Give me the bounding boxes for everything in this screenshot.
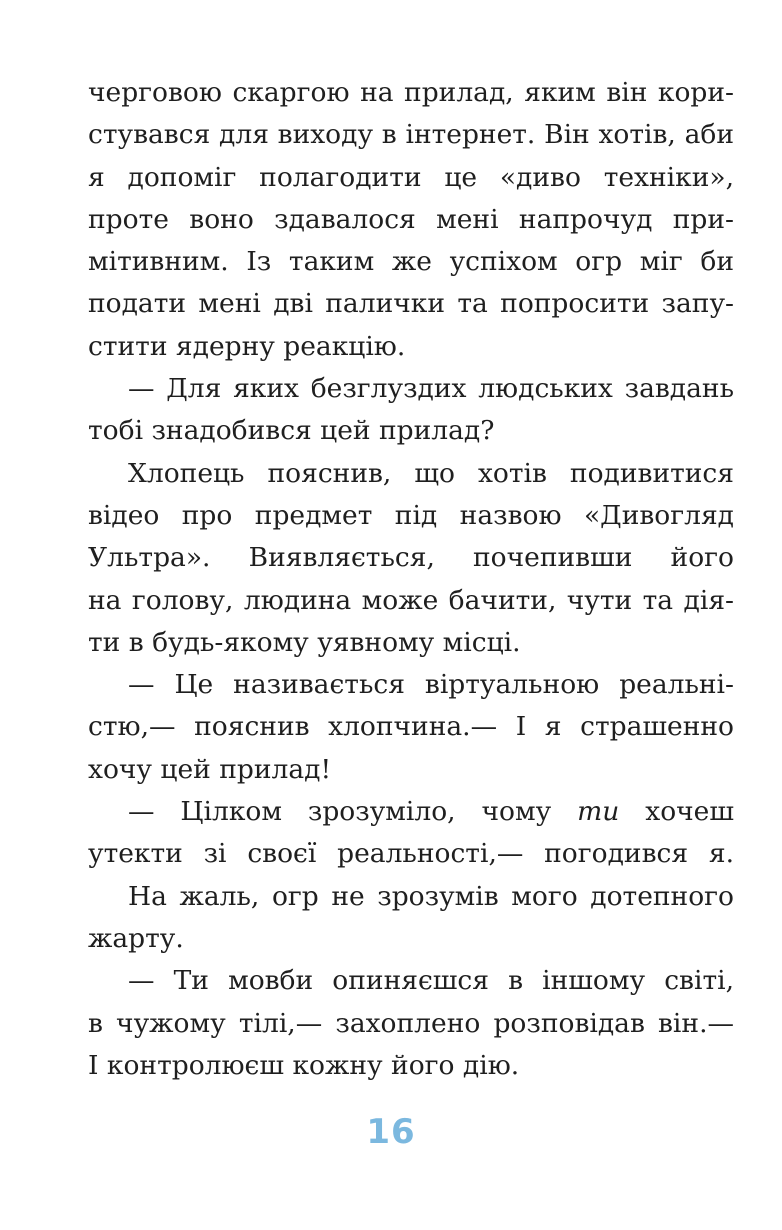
text-line: стю,— пояснив хлопчина.— І я страшенно (88, 711, 734, 743)
text-line: ти в будь-якому уявному місці. (88, 626, 521, 658)
text-line: На жаль, огр не зрозумів мого дотепного (128, 880, 734, 912)
text-line: Ультра». Виявляється, почепивши його (88, 542, 734, 574)
text-line: стити ядерну реакцію. (88, 330, 406, 362)
text-line: мітивним. Із таким же успіхом огр міг би (88, 246, 734, 278)
text-line: жарту. (88, 922, 184, 954)
body-text (88, 72, 734, 1087)
text-line: відео про предмет під назвою «Дивогляд (88, 499, 734, 531)
text-line: — Це називається віртуальною реальні- (128, 669, 734, 701)
text-segment: — Цілком зрозуміло, чому (128, 796, 578, 828)
text-line: в чужому тілі,— захоплено розповідав він.— (88, 1007, 734, 1039)
text-line: утекти зі своєї реальності,— погодився я. (88, 838, 734, 870)
text-line: я допоміг полагодити це «диво техніки», (88, 161, 734, 193)
text-line: Хлопець пояснив, що хотів подивитися (128, 457, 734, 489)
text-line: І контролюєш кожну його дію. (88, 1049, 520, 1081)
page-number: 16 (366, 1112, 416, 1152)
text-line: стувався для виходу в інтернет. Він хотів, аби (88, 119, 734, 151)
text-line: проте воно здавалося мені напрочуд при- (88, 203, 734, 235)
text-line: тобі знадобився цей прилад? (88, 415, 495, 447)
text-line: — Ти мовби опиняєшся в іншому світі, (128, 965, 734, 997)
text-line (88, 791, 734, 833)
text-line: — Для яких безглуздих людських завдань (128, 373, 734, 405)
text-line: на голову, людина може бачити, чути та дія- (88, 584, 734, 616)
text-line: подати мені дві палички та попросити запу- (88, 288, 734, 320)
italic-word: ти (577, 796, 620, 828)
text-line: хочу цей прилад! (88, 753, 332, 785)
text-line: черговою скаргою на прилад, яким він кори- (88, 77, 734, 108)
text-segment: хочеш (619, 796, 734, 828)
